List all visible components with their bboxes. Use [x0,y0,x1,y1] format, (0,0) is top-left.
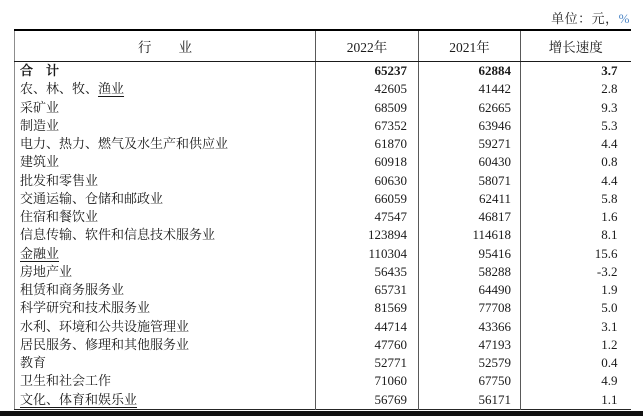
industry-cell [15,62,316,81]
value-2021-cell: 64490 [419,281,521,299]
industry-label-underlined[interactable]: 文化、体育和娱乐业 [20,391,138,407]
industry-cell [15,172,316,190]
growth-cell: 15.6 [594,245,618,261]
table-row [15,354,631,372]
industry-label: 农、林、牧、 [20,81,99,97]
industry-label: 水利、环境和公共设施管理业 [20,318,190,334]
value-2022-cell: 61870 [316,135,419,153]
growth-cell: 3.7 [601,63,618,79]
table-row [15,80,631,98]
column-header-industry: 行 业 [15,30,316,62]
table-row [15,226,631,244]
table-row [15,153,631,171]
table-row [15,62,631,81]
column-header-2022: 2022年 [316,30,419,62]
value-2021-cell: 95416 [419,245,521,263]
growth-cell: 5.3 [601,117,618,133]
growth-cell: 5.0 [601,300,618,316]
value-2021-cell: 52579 [419,354,521,372]
table-row [15,263,631,281]
growth-cell: 4.9 [601,373,618,389]
industry-cell [15,372,316,390]
table-row [15,245,631,263]
value-2022-cell: 110304 [316,245,419,263]
industry-cell [15,391,316,410]
table-row [15,336,631,354]
table-row [15,172,631,190]
industry-label: 卫生和社会工作 [20,373,112,389]
growth-cell: 0.4 [601,355,618,371]
industry-label: 采矿业 [20,99,60,115]
industry-label: 科学研究和技术服务业 [20,300,151,316]
industry-cell [15,263,316,281]
industry-cell [15,153,316,171]
industry-cell [15,354,316,372]
value-2022-cell: 68509 [316,99,419,117]
growth-cell: 4.4 [601,136,618,152]
growth-cell: 4.4 [601,172,618,188]
value-2022-cell: 60918 [316,153,419,171]
industry-label: 租赁和商务服务业 [20,282,125,298]
table-header [15,30,631,62]
growth-cell: 8.1 [601,227,618,243]
industry-cell [15,226,316,244]
value-2022-cell: 52771 [316,354,419,372]
industry-label: 批发和零售业 [20,172,99,188]
value-2021-cell: 62665 [419,99,521,117]
header-row [15,30,631,62]
industry-label: 建筑业 [20,154,60,170]
industry-label: 交通运输、仓储和邮政业 [20,190,164,206]
value-2021-cell: 63946 [419,117,521,135]
column-header-2021: 2021年 [419,30,521,62]
growth-cell: 1.6 [601,209,618,225]
unit-label [551,8,630,27]
unit-percent-sign: % [618,11,630,26]
value-2021-cell: 56171 [419,391,521,410]
industry-wage-table [14,29,631,410]
table-row [15,208,631,226]
growth-cell: 9.3 [601,99,618,115]
value-2022-cell: 67352 [316,117,419,135]
industry-label: 电力、热力、燃气及水生产和供应业 [20,136,229,152]
growth-cell: 1.2 [601,336,618,352]
table-row [15,117,631,135]
value-2021-cell: 41442 [419,80,521,98]
growth-cell: 1.1 [601,391,618,407]
column-header-growth: 增长速度 [521,30,631,62]
industry-label: 住宿和餐饮业 [20,209,99,225]
value-2021-cell: 77708 [419,299,521,317]
growth-cell: 3.1 [601,318,618,334]
value-2021-cell: 60430 [419,153,521,171]
value-2021-cell: 67750 [419,372,521,390]
value-2021-cell: 62411 [419,190,521,208]
growth-cell: 2.8 [601,81,618,97]
industry-label: 制造业 [20,117,60,133]
industry-label: 房地产业 [20,263,73,279]
growth-cell: 5.8 [601,190,618,206]
value-2021-cell: 47193 [419,336,521,354]
value-2021-cell: 62884 [419,62,521,81]
table-row [15,281,631,299]
value-2021-cell: 43366 [419,318,521,336]
industry-label: 合 计 [20,63,60,79]
value-2021-cell: 46817 [419,208,521,226]
value-2021-cell: 58288 [419,263,521,281]
industry-cell [15,336,316,354]
industry-cell [15,208,316,226]
industry-cell [15,299,316,317]
table-row [15,99,631,117]
value-2022-cell: 81569 [316,299,419,317]
industry-label-underlined[interactable]: 金融业 [20,245,60,261]
growth-cell: -3.2 [596,263,618,279]
industry-label: 信息传输、软件和信息技术服务业 [20,227,216,243]
table-body [15,62,631,410]
value-2022-cell: 123894 [316,226,419,244]
value-2022-cell: 44714 [316,318,419,336]
growth-cell: 1.9 [601,282,618,298]
value-2022-cell: 71060 [316,372,419,390]
industry-label-underlined[interactable]: 渔业 [98,81,125,97]
value-2022-cell: 56435 [316,263,419,281]
table-row [15,190,631,208]
industry-label: 居民服务、修理和其他服务业 [20,336,190,352]
industry-cell [15,117,316,135]
value-2022-cell: 65731 [316,281,419,299]
value-2022-cell: 60630 [316,172,419,190]
table-row [15,299,631,317]
industry-cell [15,99,316,117]
value-2022-cell: 65237 [316,62,419,81]
table-row [15,318,631,336]
value-2022-cell: 47760 [316,336,419,354]
value-2021-cell: 114618 [419,226,521,244]
industry-label: 教育 [20,355,47,371]
industry-cell [15,245,316,263]
value-2022-cell: 56769 [316,391,419,410]
value-2022-cell: 66059 [316,190,419,208]
value-2021-cell: 58071 [419,172,521,190]
industry-cell [15,190,316,208]
table-row [15,372,631,390]
table-row [15,135,631,153]
industry-cell [15,281,316,299]
value-2022-cell: 47547 [316,208,419,226]
table-row [15,391,631,410]
bottom-rule [0,411,643,416]
growth-cell: 0.8 [601,154,618,170]
unit-label-text: 单位：元， [551,11,619,26]
industry-cell [15,135,316,153]
value-2021-cell: 59271 [419,135,521,153]
industry-cell [15,80,316,98]
value-2022-cell: 42605 [316,80,419,98]
industry-cell [15,318,316,336]
